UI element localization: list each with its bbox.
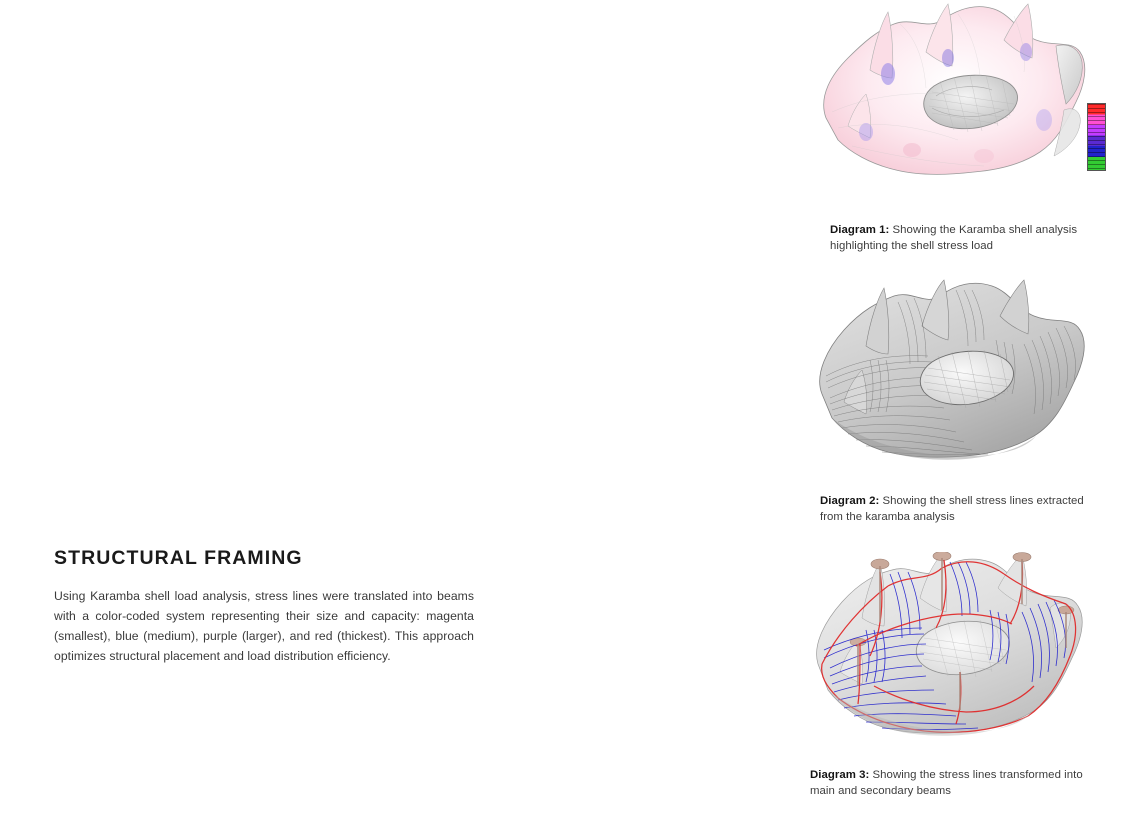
structural-framing-section <box>54 548 474 667</box>
stress-color-legend <box>1087 103 1106 171</box>
main-secondary-beams-render <box>808 552 1108 757</box>
figure-3-caption <box>810 767 1096 799</box>
page-title: STRUCTURAL FRAMING <box>54 547 303 569</box>
figure-1 <box>808 0 1108 253</box>
karamba-shell-stress-analysis-render <box>808 0 1108 205</box>
figure-1-caption-text: Showing the Karamba shell analysis highlighting the shell stress load <box>830 224 1078 253</box>
figure-3-label: Diagram 3: <box>810 769 870 781</box>
figure-3-caption-text: Showing the stress lines transformed into main and secondary beams <box>810 769 1083 798</box>
figure-column <box>808 0 1148 822</box>
figure-2 <box>808 278 1108 524</box>
legend-ticks <box>1088 104 1105 170</box>
figure-2-label: Diagram 2: <box>820 495 880 507</box>
figure-3 <box>808 552 1108 798</box>
figure-2-caption-text: Showing the shell stress lines extracted from the karamba analysis <box>820 495 1084 524</box>
section-body-text: Using Karamba shell load analysis, stress lines were translated into beams with a color-coded system representing their size and capacity: magenta (smallest), blue (medium), purple (larger), and red (thickest). This approach optimizes structural placement and load distribution efficiency. <box>54 589 474 663</box>
figure-2-caption <box>820 493 1096 525</box>
figure-1-caption <box>830 222 1102 254</box>
shell-stress-lines-mesh-render <box>808 278 1108 476</box>
figure-1-label: Diagram 1: <box>830 224 890 236</box>
